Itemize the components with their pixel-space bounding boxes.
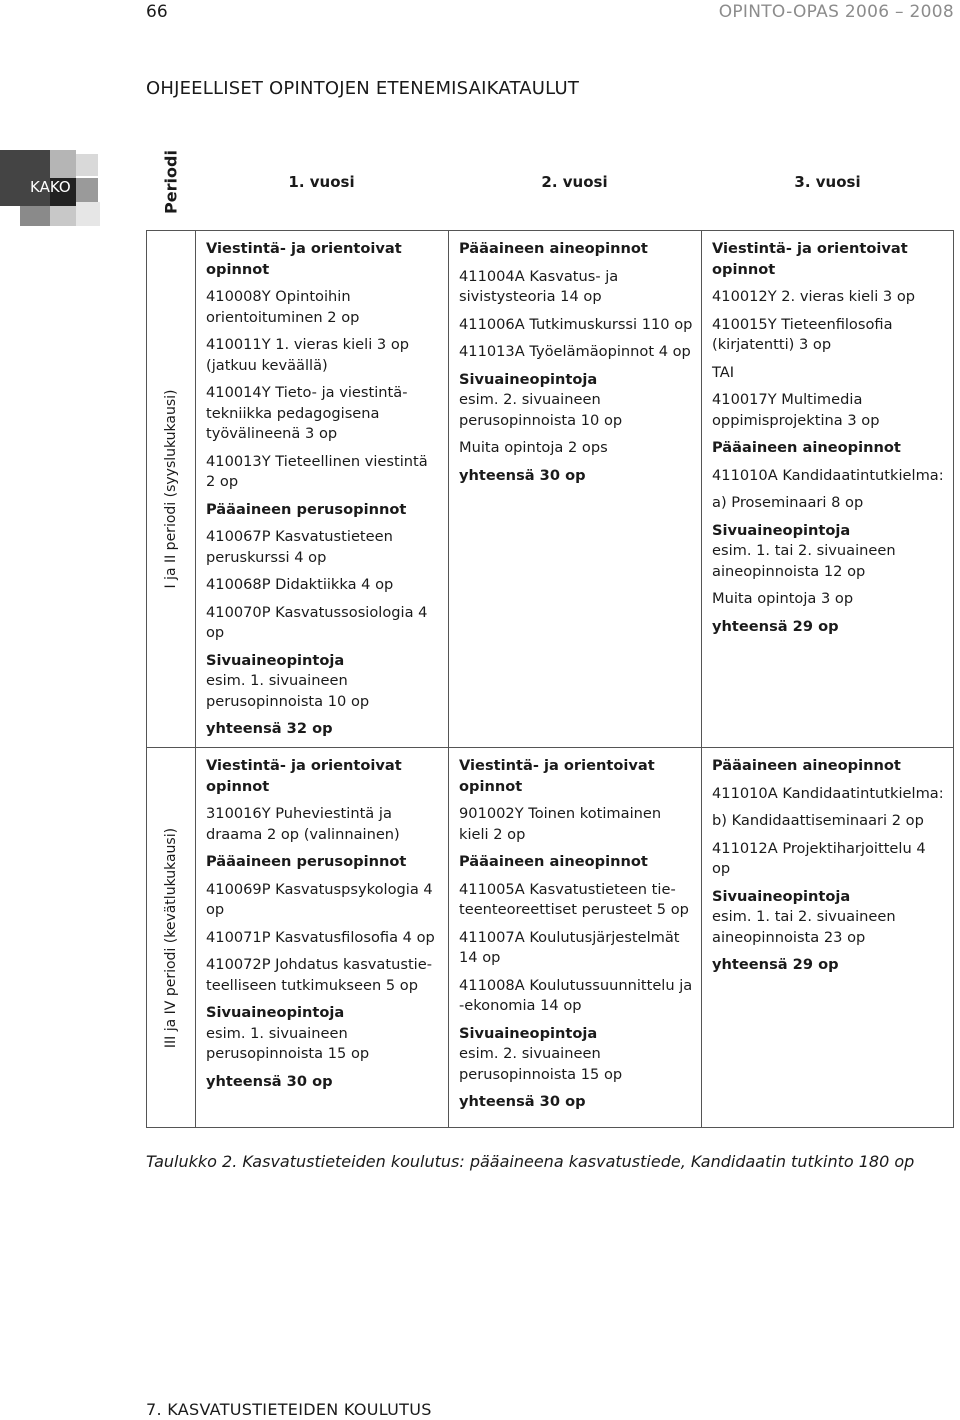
course-entry: 411008A Koulutussuunnittelu ja -ekonomia 14 op (459, 976, 693, 1014)
page-number: 66 (146, 2, 168, 22)
course-group-heading: Sivuaineopintoja (459, 370, 598, 388)
chapter-footer: 7. KASVATUSTIETEIDEN KOULUTUS (146, 1400, 432, 1419)
cell-autumn-year2 (448, 230, 701, 747)
course-entry: 410013Y Tieteellinen viestintä 2 op (206, 452, 428, 490)
course-entry: 410012Y 2. vieras kieli 3 op (712, 288, 916, 305)
course-entry: esim. 1. sivuaineen perusopinnoista 10 op (206, 672, 370, 710)
credit-total: yhteensä 30 op (459, 1093, 586, 1110)
period-header-cell (146, 133, 195, 230)
running-header: OPINTO-OPAS 2006 – 2008 (718, 2, 954, 22)
course-entry: 410011Y 1. vieras kieli 3 op (jatkuu keväällä) (206, 336, 410, 374)
credit-total: yhteensä 30 op (459, 466, 586, 484)
course-entry: 411010A Kandidaatintutkielma: (712, 466, 944, 484)
cell-spring-year2 (448, 747, 701, 1128)
course-group-heading: Pääaineen perusopinnot (206, 500, 407, 518)
course-group-heading: Pääaineen aineopinnot (459, 240, 648, 257)
course-entry: b) Kandidaattiseminaari 2 op (712, 812, 924, 829)
credit-total: yhteensä 29 op (712, 617, 839, 635)
course-entry: 310016Y Puheviestintä ja draama 2 op (valinnainen) (206, 805, 400, 843)
course-entry: Muita opintoja 2 ops (459, 439, 608, 456)
course-group-heading: Viestintä- ja orientoivat opinnot (206, 757, 402, 795)
course-group-heading: Sivuaineopintoja (206, 651, 345, 669)
period-header: Periodi (161, 149, 180, 214)
course-group-heading: Sivuaineopintoja (712, 521, 851, 539)
course-entry: esim. 2. sivuaineen perusopinnoista 10 op (459, 391, 623, 429)
course-entry: 411005A Kasvatustieteen tieteenteoreettiset perusteet 5 op (459, 880, 689, 918)
credit-total: yhteensä 32 op (206, 720, 333, 737)
section-title: OHJEELLISET OPINTOJEN ETENEMISAIKATAULUT (146, 78, 580, 99)
course-entry: 411006A Tutkimuskurssi 110 op (459, 315, 693, 333)
course-group-heading: Pääaineen aineopinnot (712, 439, 901, 456)
course-entry: a) Proseminaari 8 op (712, 494, 864, 511)
course-entry: 901002Y Toinen kotimainen kieli 2 op (459, 805, 662, 843)
course-group-heading: Pääaineen aineopinnot (712, 757, 901, 774)
course-group-heading: Pääaineen aineopinnot (459, 853, 648, 870)
cell-autumn-year1 (195, 230, 448, 747)
course-entry: 410017Y Multimedia oppimisprojektina 3 op (712, 391, 880, 429)
course-entry: 410069P Kasvatuspsykologia 4 op (206, 880, 433, 918)
cell-autumn-year3 (701, 230, 954, 747)
study-schedule-table (146, 133, 954, 1128)
course-entry: 410015Y Tieteenfilosofia (kirjatentti) 3 op (712, 315, 893, 353)
credit-total: yhteensä 30 op (206, 1072, 333, 1090)
course-entry: 410008Y Opintoihin orientoituminen 2 op (206, 288, 360, 326)
cell-spring-year3 (701, 747, 954, 1128)
course-entry: 410070P Kasvatussosiologia 4 op (206, 603, 428, 641)
table-caption: Taulukko 2. Kasvatustieteiden koulutus: pääaineena kasvatustiede, Kandidaatin tutkinto 180 op (146, 1152, 915, 1171)
course-group-heading: Sivuaineopintoja (459, 1024, 598, 1042)
course-entry: 410014Y Tieto- ja viestintätekniikka pedagogisena työvälineenä 3 op (206, 384, 408, 442)
period-label-autumn: I ja II periodi (syyslukukausi) (163, 389, 179, 589)
credit-total: yhteensä 29 op (712, 956, 839, 973)
course-entry: 411007A Koulutusjärjestelmät 14 op (459, 928, 680, 966)
course-group-heading: Viestintä- ja orientoivat opinnot (712, 240, 908, 278)
course-entry: esim. 1. tai 2. sivuaineen aineopinnoista 12 op (712, 542, 896, 580)
year-header-1: 1. vuosi (288, 172, 355, 191)
year-header-2: 2. vuosi (541, 172, 608, 191)
course-entry: 410067P Kasvatustieteen peruskurssi 4 op (206, 528, 393, 566)
course-entry: 411013A Työelämäopinnot 4 op (459, 343, 691, 360)
course-entry: esim. 1. sivuaineen perusopinnoista 15 op (206, 1024, 370, 1062)
year-header-3: 3. vuosi (794, 172, 861, 191)
kako-logo (0, 150, 100, 226)
cell-spring-year1 (195, 747, 448, 1128)
course-entry: 411004A Kasvatus- ja sivistysteoria 14 op (459, 267, 619, 305)
course-group-heading: Sivuaineopintoja (712, 887, 851, 905)
course-entry: 410068P Didaktiikka 4 op (206, 576, 394, 593)
course-entry: TAI (712, 363, 735, 381)
period-cell-autumn (146, 230, 195, 747)
course-entry: esim. 2. sivuaineen perusopinnoista 15 op (459, 1045, 623, 1083)
course-group-heading: Sivuaineopintoja (206, 1004, 345, 1021)
course-entry: 410071P Kasvatusfilosofia 4 op (206, 928, 435, 946)
course-entry: 411012A Projektiharjoittelu 4 op (712, 839, 926, 877)
course-entry: Muita opintoja 3 op (712, 590, 854, 607)
logo-text: KAKO (30, 178, 71, 196)
course-entry: 411010A Kandidaatintutkielma: (712, 784, 944, 802)
period-cell-spring (146, 747, 195, 1128)
course-group-heading: Viestintä- ja orientoivat opinnot (459, 757, 655, 795)
period-label-spring: III ja IV periodi (kevätlukukausi) (163, 827, 179, 1049)
course-group-heading: Pääaineen perusopinnot (206, 853, 407, 870)
course-entry: 410072P Johdatus kasvatustieteelliseen tutkimukseen 5 op (206, 956, 432, 994)
course-entry: esim. 1. tai 2. sivuaineen aineopinnoista 23 op (712, 908, 896, 946)
course-group-heading: Viestintä- ja orientoivat opinnot (206, 240, 402, 278)
